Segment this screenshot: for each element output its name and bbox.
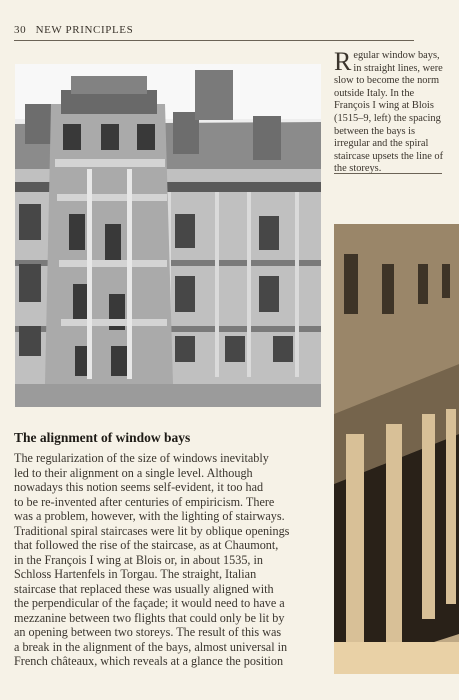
body-line: nowadays this notion seems self-evident, it too had [14, 480, 264, 494]
photo-arcaded-courtyard [334, 224, 459, 674]
body-line: an opening between two storeys. The result of this was [14, 625, 282, 639]
body-line: led to their alignment on a single level. Although [14, 465, 253, 480]
body-line: to be re-invented after centuries of empiricism. There [14, 494, 275, 509]
body-line: The regularization of the size of windows inevitably [14, 451, 269, 465]
running-header [14, 24, 414, 36]
body-line: French châteaux, which reveals at a glance the position [14, 654, 284, 668]
body-line: that followed the rise of the staircase, as at Chaumont, [14, 538, 279, 552]
body-text [14, 451, 330, 669]
running-title: NEW PRINCIPLES [35, 24, 134, 36]
caption-text: egular window bays, in straight lines, were slow to become the norm outside Italy. In the François I wing at Blois (1515–9, left) the spacing between the bays is irregular and the spiral staircase upsets the line of the storeys. [334, 50, 444, 175]
body-line: staircase that replaced these was usually aligned with [14, 581, 274, 596]
body-line: Schloss Hartenfels in Torgau. The straight, Italian [14, 567, 257, 581]
body-line: a break in the alignment of the bays, almost universal in [14, 639, 288, 654]
body-line: the perpendicular of the façade; it would need to have a [14, 596, 285, 610]
body-line: was a problem, however, with the lighting of stairways. [14, 509, 285, 523]
body-line: in the François I wing at Blois or, in about 1535, in [14, 552, 263, 567]
photo-caption [334, 47, 446, 176]
section-heading: The alignment of window bays [14, 430, 191, 445]
caption-dropcap: R [334, 47, 352, 76]
photo-blois-staircase [15, 64, 321, 407]
body-line: Traditional spiral staircases were lit by oblique openings [14, 523, 290, 538]
page-number: 30 [14, 24, 27, 36]
header-rule [14, 40, 414, 41]
body-line: mezzanine between two flights that could only be lit by [14, 610, 285, 625]
caption-rule [334, 173, 442, 174]
